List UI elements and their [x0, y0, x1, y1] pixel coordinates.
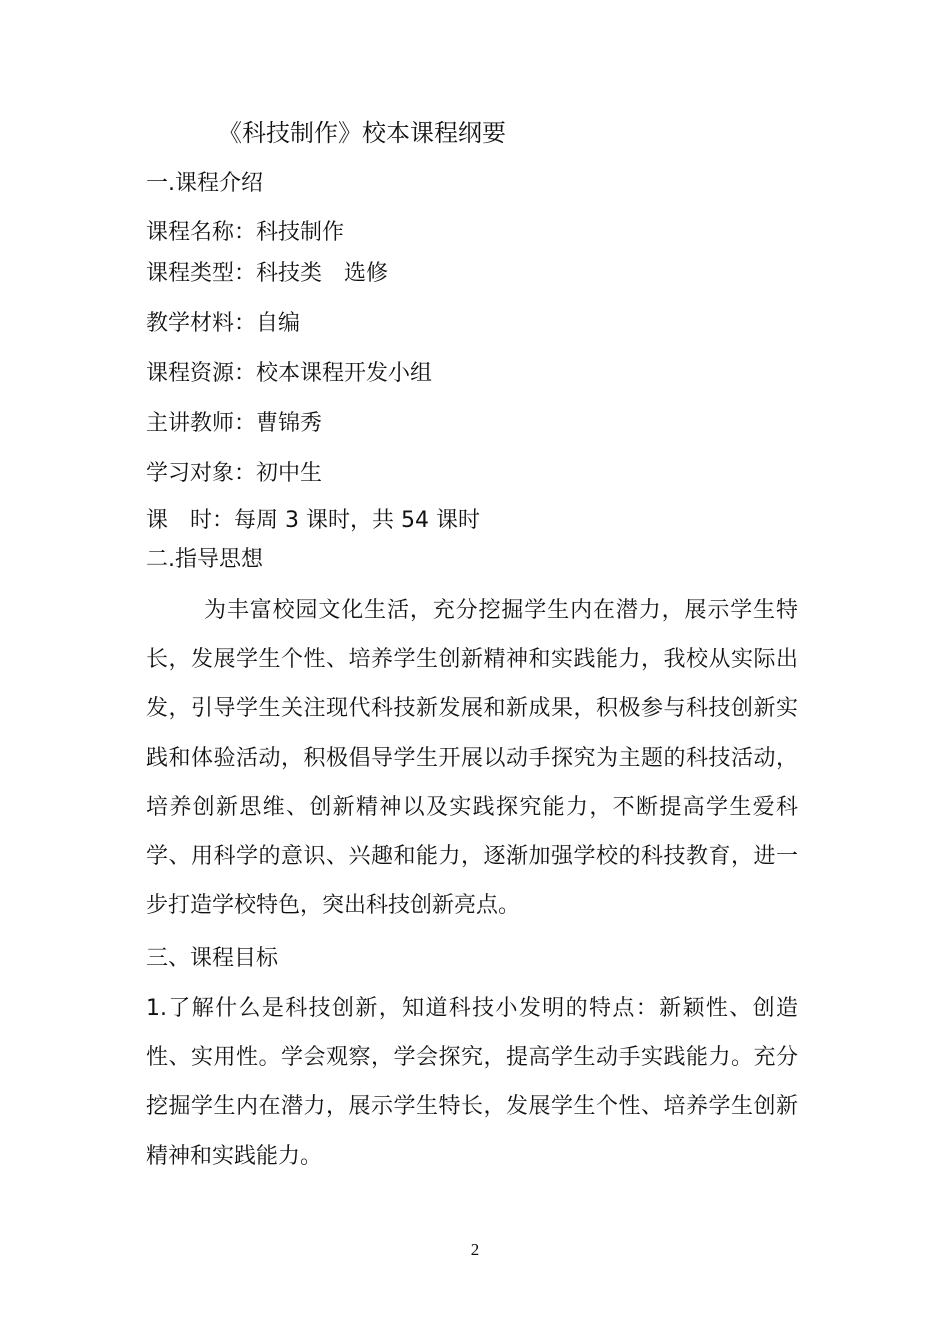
course-name: 课程名称：科技制作	[146, 220, 345, 245]
lead-teacher: 主讲教师：曹锦秀	[146, 411, 323, 436]
page-number: 2	[470, 1240, 480, 1259]
goal-item-1: 1.了解什么是科技创新，知道科技小发明的特点：新颖性、创造性、实用性。学会观察，学会探究，提高学生动手实践能力。充分挖掘学生内在潜力，展示学生特长，发展学生个性、培养学生创新精神和实践能力。	[146, 996, 798, 1169]
learning-audience: 学习对象：初中生	[146, 461, 323, 486]
section-heading-goals: 三、课程目标	[146, 946, 279, 971]
course-resource: 课程资源：校本课程开发小组	[146, 361, 433, 386]
class-hours: 课 时：每周 3 课时，共 54 课时	[146, 508, 480, 533]
document-title: 《科技制作》校本课程纲要	[218, 119, 506, 147]
section-heading-guiding: 二.指导思想	[146, 547, 263, 572]
section-heading-intro: 一.课程介绍	[146, 171, 263, 196]
teaching-material: 教学材料：自编	[146, 311, 301, 336]
guiding-paragraph: 为丰富校园文化生活，充分挖掘学生内在潜力，展示学生特长，发展学生个性、培养学生创新精神和实践能力，我校从实际出发，引导学生关注现代科技新发展和新成果，积极参与科技创新实践和体验活动，积极倡导学生开展以动手探究为主题的科技活动，培养创新思维、创新精神以及实践探究能力，不断提高学生爱科学、用科学的意识、兴趣和能力，逐渐加强学校的科技教育，进一步打造学校特色，突出科技创新亮点。	[146, 598, 798, 919]
course-type: 课程类型：科技类 选修	[146, 261, 389, 286]
